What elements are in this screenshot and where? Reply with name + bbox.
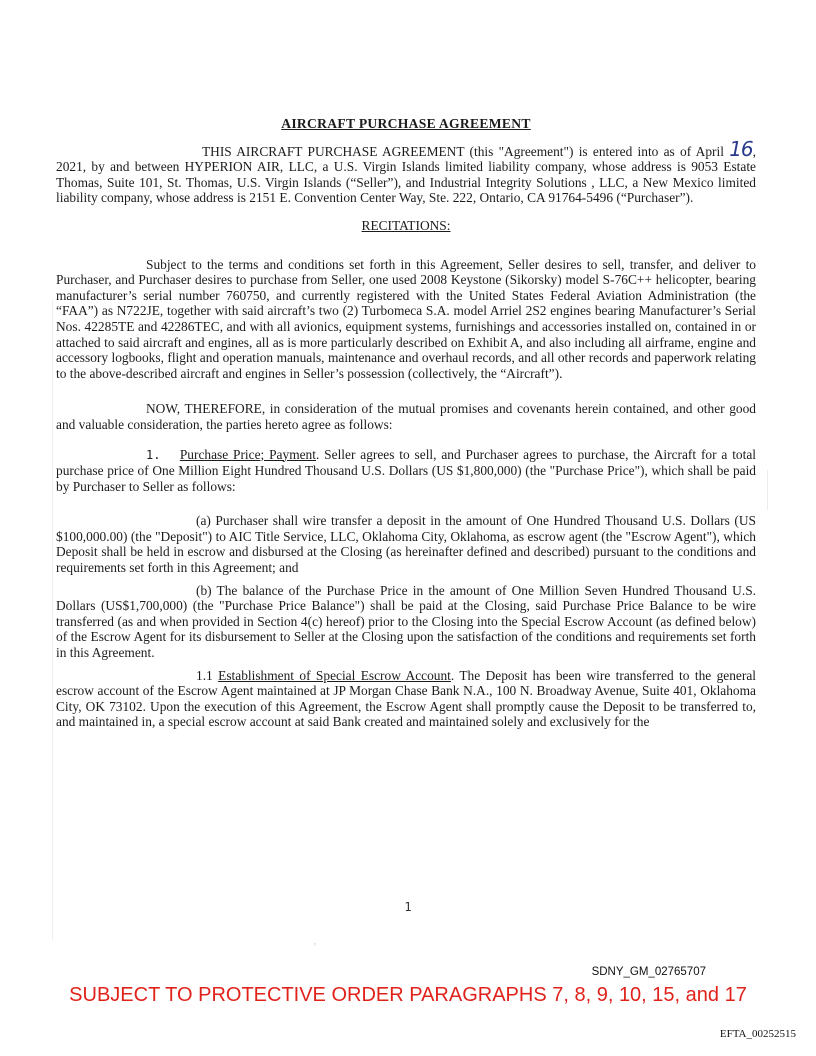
section-1b-balance: (b) The balance of the Purchase Price in the amount of One Million Seven Hundred Thousand U.S. Dollars (US$1,700,000) (the "Purchase Price Balance") shall be paid at the Closing, said Purchase Price Balance to be wire transferred (as and when provided in Section 4(c) hereof) prior to the Closing into the Special Escrow Account (as defined below) of the Escrow Agent for its disbursement to Seller at the Closing upon the satisfaction of the conditions and requirements set forth in this Agreement. bbox=[56, 582, 756, 661]
section-1-purchase-price: 1. Purchase Price; Payment. Seller agrees to sell, and Purchaser agrees to purchase, the Aircraft for a total purchase price of One Million Eight Hundred Thousand U.S. Dollars (US $1,800,000) (the "Purchase Price"), which shall be paid by Purchaser to Seller as follows: bbox=[56, 446, 756, 494]
bates-number: SDNY_GM_02765707 bbox=[591, 966, 706, 978]
now-therefore-paragraph: NOW, THEREFORE, in consideration of the mutual promises and covenants herein contained, and other good and valuable consideration, the parties hereto agree as follows: bbox=[56, 401, 756, 432]
section-1-number: 1. bbox=[146, 447, 161, 462]
protective-order-banner: SUBJECT TO PROTECTIVE ORDER PARAGRAPHS 7, 8, 9, 10, 15, and 17 bbox=[69, 984, 747, 1006]
efta-number: EFTA_00252515 bbox=[719, 1028, 796, 1040]
recitations-paragraph: Subject to the terms and conditions set forth in this Agreement, Seller desires to sell, transfer, and deliver to Purchaser, and Purchaser desires to purchase from Seller, one used 2008 Keystone (Sikorsky) model S-76C++ helicopter, bearing manufacturer’s serial number 760750, and currently registered with the United States Federal Aviation Administration (the “FAA”) as N722JE, together with said aircraft’s two (2) Turbomeca S.A. model Arriel 2S2 engines bearing Manufacturer’s Serial Nos. 42285TE and 42286TEC, and with all avionics, equipment systems, furnishings and accessories installed on, contained in or attached to said aircraft and engines, all as is more particularly described on Exhibit A, and also including all airframe, engine and accessory logbooks, flight and operation manuals, maintenance and overhaul records, and all other records and paperwork relating to the above-described aircraft and engines in Seller’s possession (collectively, the “Aircraft”). bbox=[56, 256, 756, 381]
scan-edge-left bbox=[52, 300, 53, 940]
document-title: AIRCRAFT PURCHASE AGREEMENT bbox=[281, 116, 531, 131]
section-1a-deposit: (a) Purchaser shall wire transfer a deposit in the amount of One Hundred Thousand U.S. Dollars (US $100,000.00) (the "Deposit") to AIC Title Service, LLC, Oklahoma City, Oklahoma, as escrow agent (the "Escrow Agent"), which Deposit shall be held in escrow and disbursed at the Closing (as hereinafter defined and described) pursuant to the conditions and requirements set forth in this Agreement; and bbox=[56, 513, 756, 576]
document-body bbox=[56, 116, 756, 730]
scan-mark: ' bbox=[314, 942, 316, 953]
scan-edge-right bbox=[767, 470, 768, 510]
handwritten-day: 16 bbox=[729, 136, 753, 161]
section-1-1-special-escrow: 1.1 Establishment of Special Escrow Account. The Deposit has been wire transferred to the general escrow account of the Escrow Agent maintained at JP Morgan Chase Bank N.A., 100 N. Broadway Avenue, Suite 401, Oklahoma City, OK 73102. Upon the execution of this Agreement, the Escrow Agent shall promptly cause the Deposit to be transferred to, and maintained in, a special escrow account at said Bank created and maintained solely and exclusively for the bbox=[56, 667, 756, 730]
intro-paragraph: THIS AIRCRAFT PURCHASE AGREEMENT (this "Agreement") is entered into as of April 16, 2021, by and between HYPERION AIR, LLC, a U.S. Virgin Islands limited liability company, whose address is 9053 Estate Thomas, Suite 101, St. Thomas, U.S. Virgin Islands (“Seller”), and Industrial Integrity Solutions , LLC, a New Mexico limited liability company, whose address is 2151 E. Convention Center Way, Ste. 222, Ontario, CA 91764-5496 (“Purchaser”). bbox=[56, 136, 756, 206]
section-1-1-heading: Establishment of Special Escrow Account bbox=[218, 667, 451, 683]
recitations-heading: RECITATIONS: bbox=[361, 217, 451, 233]
page-number: 1 bbox=[404, 900, 412, 914]
section-1-heading: Purchase Price; Payment bbox=[179, 446, 316, 462]
